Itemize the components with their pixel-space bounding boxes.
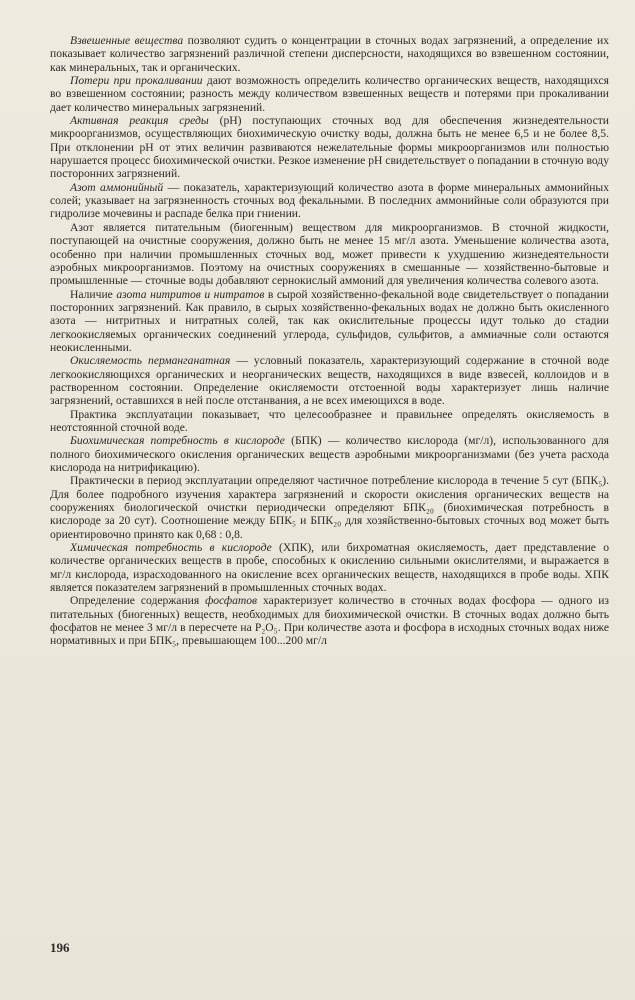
body-text [50, 34, 609, 648]
paragraph-ignition-loss: Потери при прокаливании дают возможность определить количество органических веществ, находящихся во взвешенном состоянии; разность между количеством взвешенных веществ и потерями при прокаливании дает количество минеральных загрязнений. [50, 74, 609, 114]
paragraph-ammonium-nitrogen: Азот аммонийный — показатель, характеризующий количество азота в форме минеральных аммонийных солей; указывает на загрязненность сточных вод фекальными. В последних аммонийные соли образуются при гидролизе мочевины и распаде белка при гниении. [50, 180, 609, 221]
term-permanganate: Окисляемость перманганатная [70, 354, 231, 368]
term-nitrites-nitrates: азота нитритов и нитратов [116, 287, 265, 301]
paragraph-nitrites-nitrates: Наличие азота нитритов и нитратов в сырой хозяйственно-фекальной воде свидетельствует о попадании посторонних загрязнений. Как правило, в сырых хозяйственно-фекальных водах не должно быть окисленного азота — нитритных и нитратных солей, так как окислительные процессы идут только до стадии легкоокисляемых органических соединений углерода, сульфидов, сульфитов, а аммиачные соли остаются неокисленными. [50, 287, 609, 354]
term-ignition-loss: Потери при прокаливании [70, 74, 203, 88]
term-phosphates: фосфатов [205, 594, 258, 608]
term-suspended-solids: Взвешенные вещества [70, 34, 184, 47]
term-ammonium-nitrogen: Азот аммонийный [70, 180, 164, 194]
page-number: 196 [50, 940, 70, 955]
paragraph-permanganate: Окисляемость перманганатная — условный показатель, характеризующий содержание в сточной воде легкоокисляющихся органических и неорганических веществ, находящихся в виде взвесей, коллоидов и в растворенном состоянии. Определение окисляемости отстоенной воды характеризует лишь наличие загрязнений, оставшихся в ней после отстанвания, а не всех имеющихся в воде. [50, 354, 609, 408]
term-cod: Химическая потребность в кислороде [70, 541, 272, 555]
paragraph-practice: Практика эксплуатации показывает, что целесообразнее и правильнее определять окисляемость в неотстоянной сточной воде. [50, 407, 609, 434]
paragraph-bod: Биохимическая потребность в кислороде (БПК) — количество кислорода (мг/л), использованного для полного биохимического окисления органических веществ аэробными микроорганизмами (без учета расхода кислорода на нитрификацию). [50, 434, 609, 474]
paragraph-cod: Химическая потребность в кислороде (ХПК), или бихроматная окисляемость, дает представление о количестве органических веществ в пробе, способных к окислению сильными окислителями, и выражается в мг/л кислорода, израсходованного на окисление всех органических веществ, находящихся в пробе воды. ХПК является показателем загрязнений в промышленных сточных водах. [50, 541, 609, 595]
paragraph-nitrogen-nutrient: Азот является питательным (биогенным) веществом для микроорганизмов. В сточной жидкости, поступающей на очистные сооружения, должно быть не менее 15 мг/л азота. Уменьшение количества азота, особенно при наличии промышленных сточных вод, может привести к ухудшению жизнедеятельности аэробных микроорганизмов. Поэтому на очистных сооружениях в смешанные — хозяйственно-бытовые и промышленные — сточные воды добавляют сернокислый аммоний для увеличения количества солевого азота. [50, 220, 609, 288]
paragraph-phosphates: Определение содержания фосфатов характеризует количество в сточных водах фосфора — одного из питательных (биогенных) веществ, необходимых для биохимической очистки. В сточных водах должно быть фосфатов не менее 3 мг/л в пересчете на P₂O₅. При количестве азота и фосфора в исходных сточных водах ниже нормативных и при БПК₅, превышающем 100...200 мг/л [50, 594, 609, 648]
term-bod: Биохимическая потребность в кислороде [70, 434, 285, 448]
paragraph-bod5: Практически в период эксплуатации определяют частичное потребление кислорода в течение 5 сут (БПК₅). Для более подробного изучения характера загрязнений и скорости окисления органических веществ на сооружениях биологической очистки периодически определяют БПК₂₀ (биохимическая потребность в кислороде за 20 сут). Соотношение между БПК₅ и БПК₂₀ для хозяйственно-бытовых сточных вод может быть ориентировочно принято как 0,68 : 0,8. [50, 474, 609, 541]
paragraph-suspended-solids: Взвешенные вещества позволяют судить о концентрации в сточных водах загрязнений, а определение их показывает количество загрязнений различной степени дисперсности, находящихся во взвешенном состоянии, как минеральных, так и органических. [50, 34, 610, 74]
term-ph: Активная реакция среды [70, 114, 209, 128]
paragraph-ph: Активная реакция среды (pH) поступающих сточных вод для обеспечения жизнедеятельности микроорганизмов, осуществляющих биохимическую очистку воды, должна быть не менее 6,5 и не более 8,5. При отклонении pH от этих величин развиваются нежелательные формы микроорганизмов или полностью нарушается процесс биохимической очистки. Резкое изменение pH свидетельствует о попадании в сточную воду посторонних загрязнений. [50, 114, 609, 181]
